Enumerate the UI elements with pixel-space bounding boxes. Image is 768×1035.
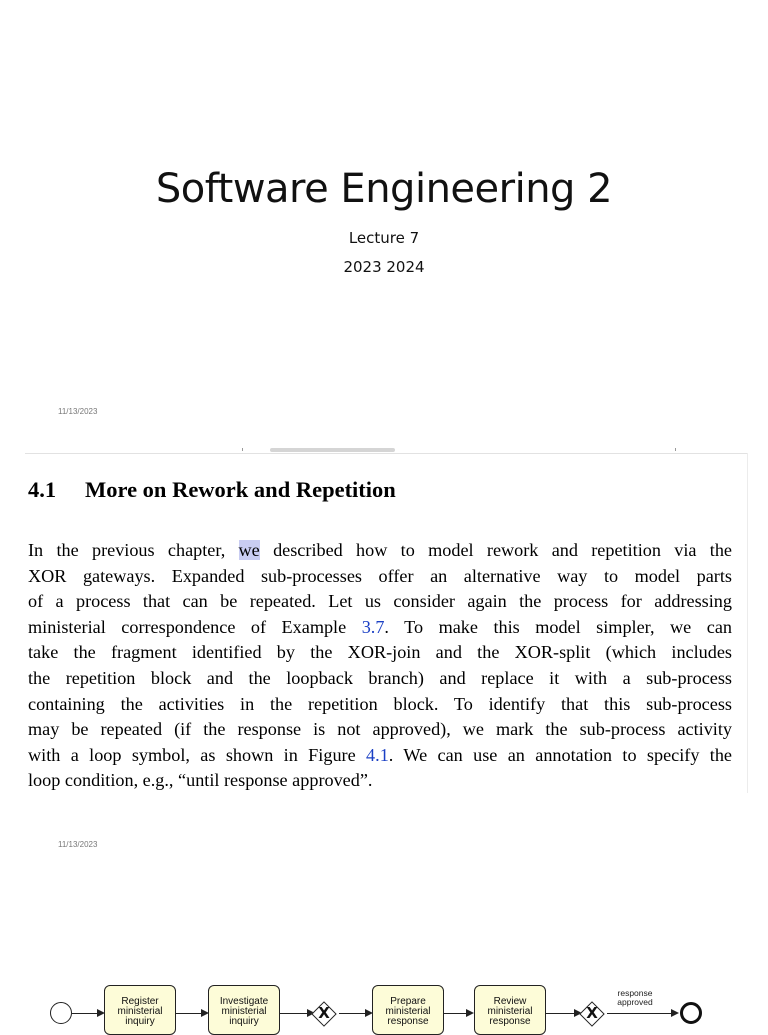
section-title: More on Rework and Repetition — [85, 477, 396, 502]
sequence-flow — [72, 1013, 98, 1014]
slide-date-2: 11/13/2023 — [58, 840, 98, 849]
paragraph-line — [28, 768, 732, 793]
paragraph-text: loop condition, e.g., “until response approved”. — [28, 770, 373, 791]
sequence-flow — [280, 1013, 310, 1014]
paragraph-line — [28, 564, 732, 590]
condition-label — [612, 989, 658, 1007]
task-register-inquiry — [104, 985, 176, 1035]
end-event-icon — [680, 1002, 702, 1024]
paragraph-text: the repetition block and the loopback branch) and replace it with a sub-process — [28, 667, 732, 688]
lecture-label: Lecture 7 — [348, 229, 420, 247]
paragraph-line — [28, 538, 732, 564]
paragraph-text: containing the activities in the repetition block. To identify that this sub-process — [28, 693, 732, 714]
task-investigate-inquiry — [208, 985, 280, 1035]
panel-right-border — [747, 453, 748, 793]
task-label: ministerial — [487, 1006, 533, 1017]
process-diagram — [0, 975, 768, 1027]
task-label: ministerial — [117, 1006, 163, 1017]
paragraph-line — [28, 717, 732, 743]
task-label: ministerial — [221, 1006, 267, 1017]
cross-reference-link[interactable]: 3.7 — [361, 616, 385, 637]
cross-reference-link[interactable]: 4.1 — [366, 744, 389, 765]
xor-marker-icon: X — [586, 1004, 598, 1022]
task-label: inquiry — [125, 1016, 155, 1027]
task-label: Register — [121, 996, 159, 1007]
slide-title: Software Engineering 2 — [155, 166, 613, 212]
section-number: 4.1 — [28, 477, 57, 502]
title-slide — [0, 0, 768, 430]
paragraph-line — [28, 692, 732, 718]
task-review-response — [474, 985, 546, 1035]
paragraph-text: may be repeated (if the response is not approved), we mark the sub-process activity — [28, 719, 732, 740]
section-heading — [28, 477, 396, 503]
panel-tick — [242, 448, 243, 451]
slide-date: 11/13/2023 — [58, 407, 98, 416]
book-excerpt-panel — [25, 448, 748, 793]
paragraph-line — [28, 589, 732, 615]
body-paragraph — [28, 538, 732, 793]
panel-tick — [675, 448, 676, 451]
xor-marker-icon: X — [318, 1004, 330, 1022]
sequence-flow — [339, 1013, 367, 1014]
paragraph-text: of a process that can be repeated. Let us consider again the process for addressing — [28, 591, 732, 612]
paragraph-text: take the fragment identified by the XOR-join and the XOR-split (which includes — [28, 642, 732, 663]
paragraph-text: . We can use an annotation to specify the — [388, 744, 733, 765]
paragraph-text: ministerial correspondence of Example — [28, 616, 362, 637]
paragraph-text: . To make this model simpler, we can — [384, 616, 732, 637]
paragraph-text: described how to model rework and repetition via the — [259, 540, 732, 560]
academic-year: 2023 2024 — [343, 258, 425, 276]
task-label: response — [387, 1016, 429, 1027]
paragraph-line — [28, 640, 732, 666]
sequence-flow — [607, 1013, 673, 1014]
paragraph-line — [28, 743, 732, 769]
task-label: Investigate — [219, 996, 269, 1007]
sequence-flow — [444, 1013, 468, 1014]
task-label: Review — [493, 996, 527, 1007]
panel-top-border — [25, 453, 748, 454]
paragraph-line — [28, 666, 732, 692]
task-label: ministerial — [385, 1006, 431, 1017]
sequence-flow — [546, 1013, 576, 1014]
start-event-icon — [50, 1002, 72, 1024]
arrow-icon — [671, 1009, 679, 1017]
sequence-flow — [176, 1013, 202, 1014]
task-label: Prepare — [390, 996, 426, 1007]
scrollbar-thumb[interactable] — [270, 448, 395, 452]
condition-label-line: approved — [617, 997, 653, 1007]
task-label: inquiry — [229, 1016, 259, 1027]
paragraph-text: XOR gateways. Expanded sub-processes offer an alternative way to model parts — [28, 565, 732, 586]
task-label: response — [489, 1016, 531, 1027]
paragraph-text: In the previous chapter, — [28, 540, 239, 560]
arrow-icon — [466, 1009, 474, 1017]
condition-label-line: response — [617, 988, 653, 998]
paragraph-line — [28, 615, 732, 641]
text-selection: we — [238, 540, 260, 560]
task-prepare-response — [372, 985, 444, 1035]
paragraph-text: with a loop symbol, as shown in Figure — [28, 744, 367, 765]
